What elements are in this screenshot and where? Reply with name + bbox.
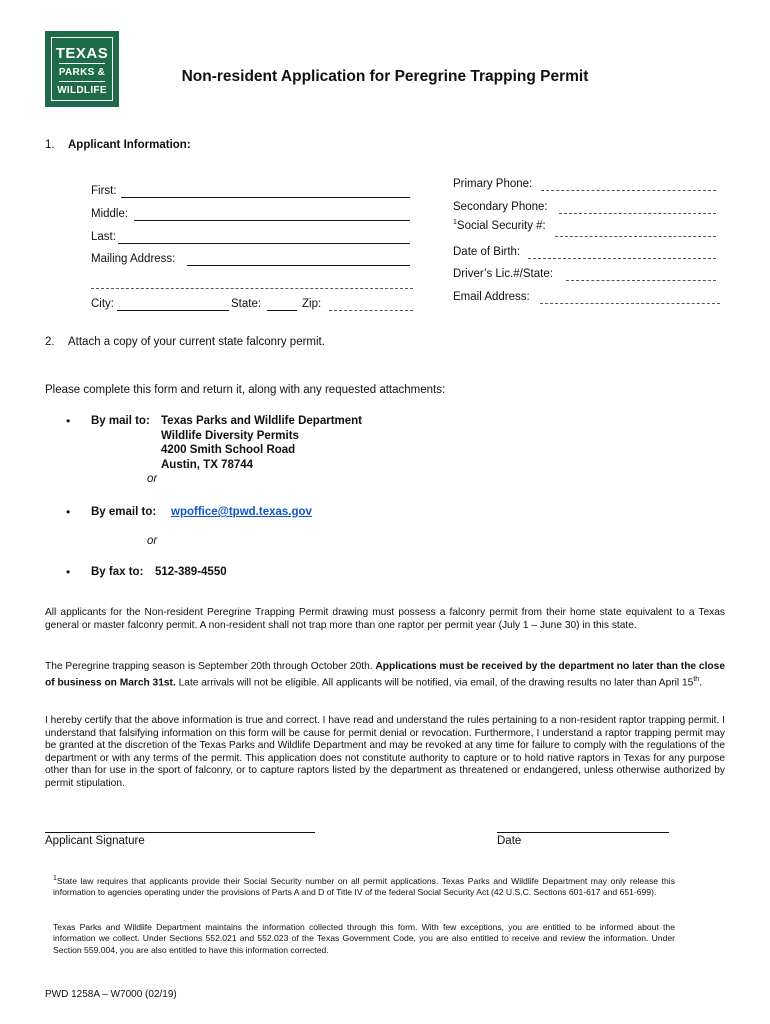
deadline-text: Applications must be received by the department no later than the close of business on March 31st. [45, 661, 725, 688]
last-name-field[interactable] [118, 243, 410, 244]
secondary-phone-field[interactable] [559, 213, 716, 214]
or-separator: or [147, 535, 158, 547]
first-name-label: First: [91, 185, 117, 197]
mailing-address-field[interactable] [187, 265, 410, 266]
drivers-license-field[interactable] [566, 280, 716, 281]
logo-line-1: TEXAS [55, 45, 109, 62]
date-label: Date [497, 835, 522, 847]
last-name-label: Last: [91, 231, 116, 243]
mail-label: By mail to: [91, 415, 150, 427]
zip-field[interactable] [329, 310, 413, 311]
email-label: By email to: [91, 506, 157, 518]
bullet-icon: • [66, 565, 71, 579]
dob-field[interactable] [528, 258, 716, 259]
state-label: State: [231, 298, 262, 310]
fax-number: 512-389-4550 [155, 566, 227, 578]
logo-line-3: WILDLIFE [57, 85, 107, 96]
middle-name-label: Middle: [91, 208, 129, 220]
ssn-label-text: Social Security #: [456, 219, 546, 232]
secondary-phone-label: Secondary Phone: [453, 201, 548, 213]
bullet-icon: • [66, 414, 71, 428]
page-title: Non-resident Application for Peregrine Trapping Permit [181, 68, 589, 85]
logo-line-2: PARKS & [58, 67, 106, 78]
applicant-signature-line[interactable] [45, 832, 315, 833]
eligibility-paragraph: All applicants for the Non-resident Peregrine Trapping Permit drawing must possess a falconry permit from their home state equivalent to a Texas general or master falconry permit. A non-resident shall not trap more than one raptor per permit year (July 1 – June 30) in this state. [45, 607, 725, 631]
ssn-footnote-text: State law requires that applicants provide their Social Security number on all permit applications. Texas Parks and Wildlife Department may only release this information to agencies operating under the provisions of Parts A and D of Title IV of the federal Social Security Act (42 U.S.C. Sections 601-617 and 651-699). [53, 875, 675, 898]
ssn-footnote [53, 873, 675, 899]
primary-phone-label: Primary Phone: [453, 178, 533, 190]
ssn-field[interactable] [555, 236, 716, 237]
primary-phone-field[interactable] [541, 190, 716, 191]
mail-address-line: Austin, TX 78744 [161, 459, 254, 471]
privacy-notice: Texas Parks and Wildlife Department maintains the information collected through this form. With few exceptions, you are entitled to be informed about the information we collect. Under Sections 552.021 and 552.023 of the Texas Government Code, you are also entitled to receive and review the information. Under Section 559.004, you are also entitled to have this information corrected. [53, 922, 675, 955]
notification-text: Late arrivals will not be eligible. All applicants will be notified, via email, of the drawing results no later than April 15 [175, 676, 694, 688]
mail-address-line: Texas Parks and Wildlife Department [161, 415, 362, 427]
zip-label: Zip: [302, 298, 322, 310]
instructions-text: Please complete this form and return it, along with any requested attachments: [45, 384, 446, 396]
section-1-number: 1. [45, 139, 55, 151]
ssn-label [453, 219, 546, 232]
fax-label: By fax to: [91, 566, 144, 578]
city-field[interactable] [117, 310, 229, 311]
mailing-address-label: Mailing Address: [91, 253, 176, 265]
season-text: The Peregrine trapping season is September 20th through October 20th. [45, 661, 376, 672]
email-address-field[interactable] [540, 303, 720, 304]
bullet-icon: • [66, 505, 71, 519]
city-label: City: [91, 298, 114, 310]
section-2-text: Attach a copy of your current state falconry permit. [68, 336, 325, 348]
state-field[interactable] [267, 310, 297, 311]
certification-paragraph: I hereby certify that the above information is true and correct. I have read and understand the rules pertaining to a non-resident raptor trapping permit. I understand that falsifying information on this form will be cause for permit denial or revocation. Furthermore, I understand a raptor trapping permit may be granted at the discretion of the Texas Parks and Wildlife Department and may be revoked at any time for failure to comply with the regulations of the department or with any terms of the permit. This application does not constitute authority to capture or to hold native raptors in Texas for any purpose other than for use in the sport of falconry, or to capture raptors listed by the department as threatened or endangered, unless otherwise authorized by permit stipulation. [45, 715, 725, 789]
mailing-address-line-2[interactable] [91, 288, 413, 289]
ssn-footnote-marker: 1 [453, 219, 457, 226]
section-2-number: 2. [45, 336, 55, 348]
applicant-signature-label: Applicant Signature [45, 835, 145, 847]
first-name-field[interactable] [121, 197, 410, 198]
dob-label: Date of Birth: [453, 246, 521, 258]
form-number: PWD 1258A – W7000 (02/19) [45, 989, 177, 1000]
ordinal-suffix: th [693, 675, 700, 683]
footnote-marker: 1 [53, 875, 57, 882]
mail-address-line: 4200 Smith School Road [161, 444, 296, 456]
email-link[interactable]: wpoffice@tpwd.texas.gov [171, 506, 312, 518]
or-separator: or [147, 473, 158, 485]
section-1-heading: Applicant Information: [68, 139, 191, 151]
middle-name-field[interactable] [134, 220, 410, 221]
drivers-license-label: Driver’s Lic.#/State: [453, 268, 553, 280]
email-address-label: Email Address: [453, 291, 530, 303]
logo-rule [59, 63, 105, 64]
mail-address-line: Wildlife Diversity Permits [161, 430, 299, 442]
period: . [699, 676, 703, 688]
date-line[interactable] [497, 832, 669, 833]
season-paragraph [45, 661, 725, 690]
